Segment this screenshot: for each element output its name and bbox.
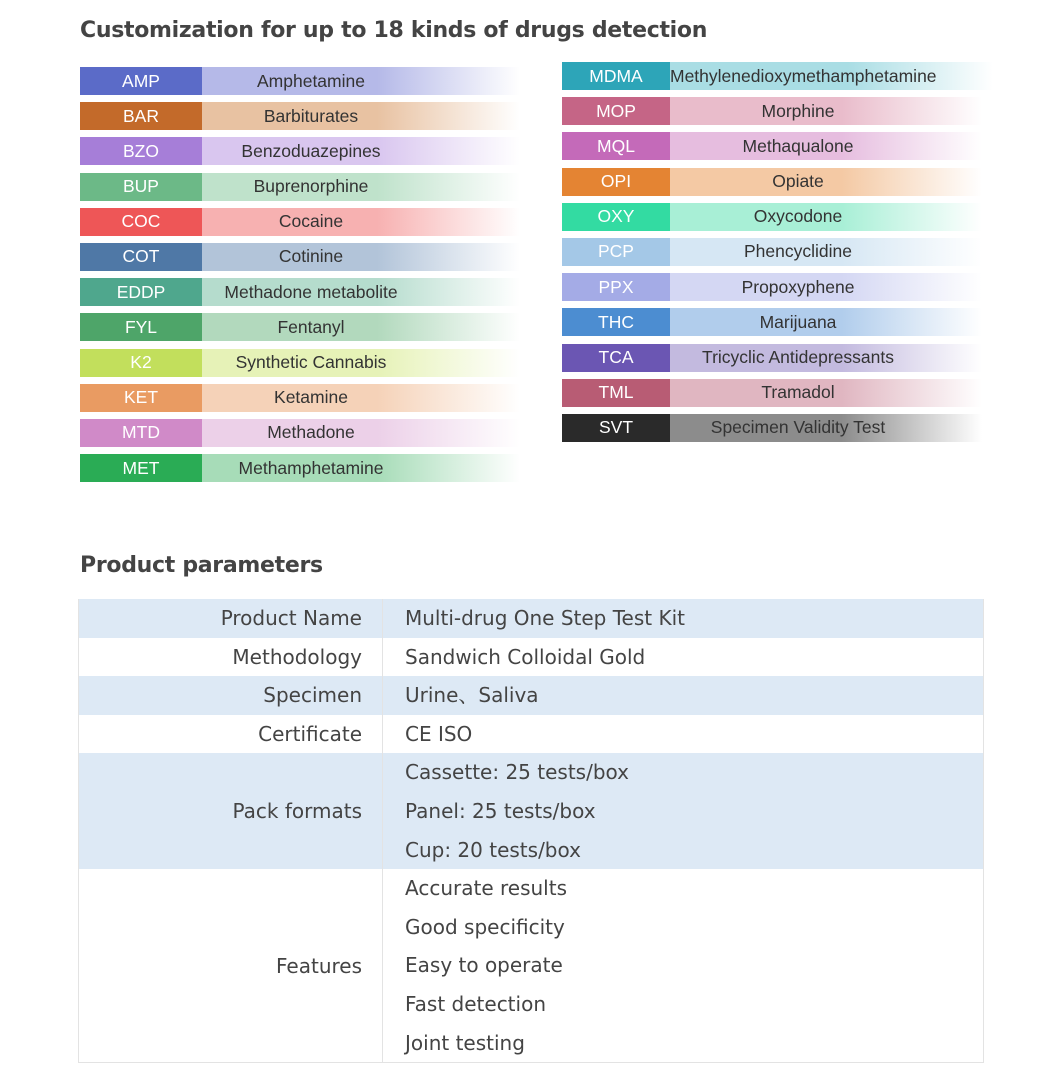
- param-value-line: Accurate results: [405, 876, 567, 901]
- param-row-features: [79, 869, 984, 1062]
- drug-code: BUP: [80, 173, 202, 201]
- parameters-heading: Product parameters: [80, 553, 323, 578]
- customization-heading: Customization for up to 18 kinds of drugs detection: [80, 18, 708, 43]
- param-value-line: Cup: 20 tests/box: [405, 837, 581, 862]
- drug-code: PPX: [562, 273, 670, 301]
- drug-list-right: [562, 62, 982, 449]
- drug-name: Buprenorphine: [202, 173, 520, 201]
- param-value-line: Panel: 25 tests/box: [405, 798, 596, 823]
- drug-name: Cocaine: [202, 208, 520, 236]
- drug-code: TCA: [562, 344, 670, 372]
- param-label: Features: [79, 869, 383, 1062]
- drug-code: MDMA: [562, 62, 670, 90]
- drug-row-mtd: [80, 419, 520, 447]
- param-label: Specimen: [79, 676, 383, 715]
- drug-name: Methaqualone: [670, 132, 982, 160]
- drug-code: TML: [562, 379, 670, 407]
- drug-row-tml: [562, 379, 982, 407]
- param-label: Methodology: [79, 638, 383, 677]
- param-value-line: Fast detection: [405, 991, 546, 1016]
- param-row-methodology: [79, 638, 984, 677]
- drug-name: Specimen Validity Test: [670, 414, 982, 442]
- drug-name: Methylenedioxymethamphetamine: [670, 62, 993, 90]
- drug-row-ppx: [562, 273, 982, 301]
- drug-list-left: [80, 67, 520, 489]
- drug-name: Phencyclidine: [670, 238, 982, 266]
- drug-code: OXY: [562, 203, 670, 231]
- param-label: Pack formats: [79, 753, 383, 869]
- drug-name: Fentanyl: [202, 313, 520, 341]
- drug-code: MET: [80, 454, 202, 482]
- drug-name: Tramadol: [670, 379, 982, 407]
- drug-row-eddp: [80, 278, 520, 306]
- param-value: [383, 869, 984, 1062]
- param-value-line: Easy to operate: [405, 953, 563, 978]
- drug-code: K2: [80, 349, 202, 377]
- drug-name: Benzoduazepines: [202, 137, 520, 165]
- drug-name: Opiate: [670, 168, 982, 196]
- drug-code: THC: [562, 308, 670, 336]
- drug-name: Methamphetamine: [202, 454, 520, 482]
- param-value-line: CE ISO: [405, 721, 473, 746]
- drug-name: Amphetamine: [202, 67, 520, 95]
- param-value-line: Good specificity: [405, 914, 565, 939]
- drug-name: Barbiturates: [202, 102, 520, 130]
- drug-row-fyl: [80, 313, 520, 341]
- drug-code: COC: [80, 208, 202, 236]
- drug-row-amp: [80, 67, 520, 95]
- drug-row-k2: [80, 349, 520, 377]
- drug-name: Methadone metabolite: [202, 278, 520, 306]
- drug-code: BAR: [80, 102, 202, 130]
- drug-code: AMP: [80, 67, 202, 95]
- drug-row-bzo: [80, 137, 520, 165]
- drug-name: Cotinine: [202, 243, 520, 271]
- drug-name: Tricyclic Antidepressants: [670, 344, 982, 372]
- param-row-product-name: [79, 599, 984, 638]
- drug-name: Synthetic Cannabis: [202, 349, 520, 377]
- drug-row-mop: [562, 97, 982, 125]
- drug-name: Methadone: [202, 419, 520, 447]
- param-value: [383, 676, 984, 715]
- drug-code: OPI: [562, 168, 670, 196]
- drug-name: Marijuana: [670, 308, 982, 336]
- drug-name: Propoxyphene: [670, 273, 982, 301]
- param-value: [383, 599, 984, 638]
- drug-row-svt: [562, 414, 982, 442]
- drug-code: FYL: [80, 313, 202, 341]
- param-row-pack-formats: [79, 753, 984, 869]
- drug-name: Oxycodone: [670, 203, 982, 231]
- param-value-line: Sandwich Colloidal Gold: [405, 644, 646, 669]
- drug-row-oxy: [562, 203, 982, 231]
- drug-code: MOP: [562, 97, 670, 125]
- param-value-line: Urine、Saliva: [405, 683, 539, 708]
- drug-row-coc: [80, 208, 520, 236]
- drug-name: Morphine: [670, 97, 982, 125]
- drug-code: MTD: [80, 419, 202, 447]
- drug-code: SVT: [562, 414, 670, 442]
- drug-row-mql: [562, 132, 982, 160]
- drug-row-pcp: [562, 238, 982, 266]
- drug-row-cot: [80, 243, 520, 271]
- param-value: [383, 638, 984, 677]
- param-label: Certificate: [79, 715, 383, 754]
- drug-code: PCP: [562, 238, 670, 266]
- drug-code: KET: [80, 384, 202, 412]
- drug-row-met: [80, 454, 520, 482]
- param-value-line: Multi-drug One Step Test Kit: [405, 606, 685, 630]
- drug-row-tca: [562, 344, 982, 372]
- drug-code: EDDP: [80, 278, 202, 306]
- product-parameters-table: [78, 599, 984, 1063]
- drug-row-opi: [562, 168, 982, 196]
- drug-row-ket: [80, 384, 520, 412]
- param-value: [383, 753, 984, 869]
- drug-row-bup: [80, 173, 520, 201]
- param-row-certificate: [79, 715, 984, 754]
- param-value-line: Cassette: 25 tests/box: [405, 760, 629, 785]
- param-label: Product Name: [79, 599, 383, 638]
- drug-code: BZO: [80, 137, 202, 165]
- param-value-line: Joint testing: [405, 1030, 525, 1055]
- drug-code: MQL: [562, 132, 670, 160]
- drug-name: Ketamine: [202, 384, 520, 412]
- drug-code: COT: [80, 243, 202, 271]
- param-value: [383, 715, 984, 754]
- drug-row-mdma: [562, 62, 982, 90]
- param-row-specimen: [79, 676, 984, 715]
- drug-row-bar: [80, 102, 520, 130]
- drug-row-thc: [562, 308, 982, 336]
